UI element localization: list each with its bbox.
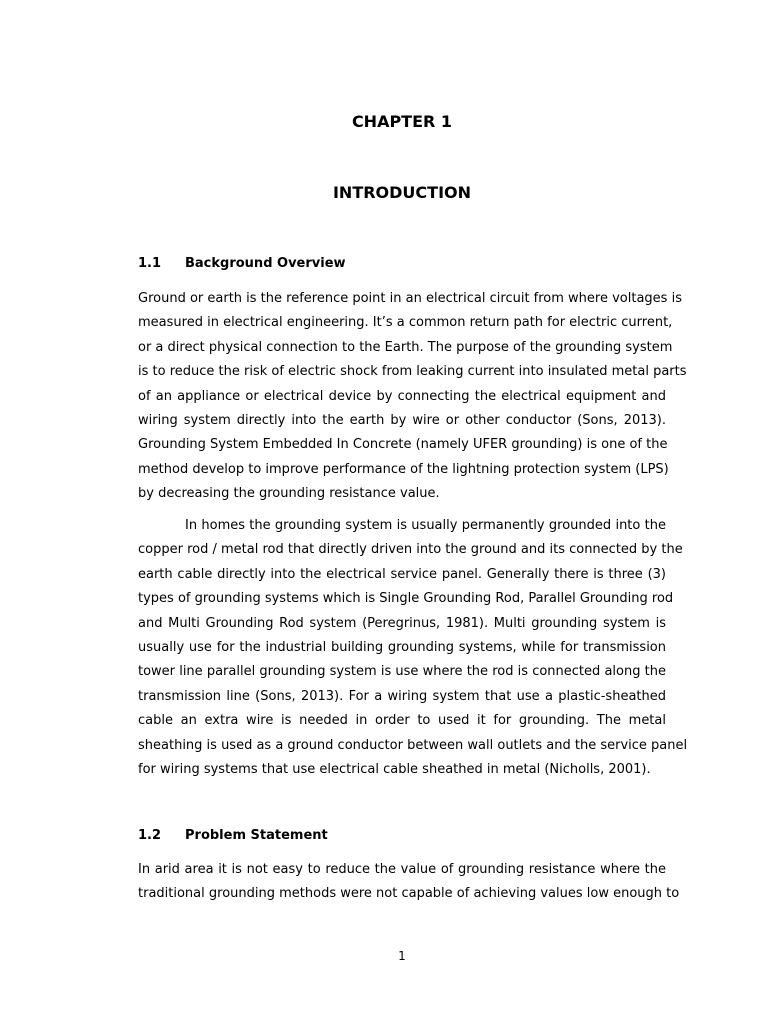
text-line: measured in electrical engineering. It’s a common return path for electric current, (138, 315, 673, 331)
text-line: for wiring systems that use electrical cable sheathed in metal (Nicholls, 2001). (138, 761, 651, 777)
chapter-label: CHAPTER 1 (351, 112, 453, 131)
text-line: method develop to improve performance of the lightning protection system (LPS) (138, 461, 669, 477)
text-line: usually use for the industrial building grounding systems, while for transmission (138, 639, 666, 655)
text-line: or a direct physical connection to the Earth. The purpose of the grounding system (138, 339, 673, 355)
section-number: 1.2 (138, 828, 162, 843)
text-line: of an appliance or electrical device by connecting the electrical equipment and (138, 388, 666, 404)
text-line: Grounding System Embedded In Concrete (namely UFER grounding) is one of the (138, 437, 668, 453)
paragraph-background-1 (138, 287, 687, 507)
text-line: sheathing is used as a ground conductor between wall outlets and the service panel (138, 737, 688, 753)
section-number: 1.1 (138, 256, 162, 271)
page-number: 1 (398, 949, 406, 963)
text-line: transmission line (Sons, 2013). For a wiring system that use a plastic-sheathed (138, 688, 666, 704)
text-line: traditional grounding methods were not capable of achieving values low enough to (138, 886, 680, 902)
text-line: copper rod / metal rod that directly driven into the ground and its connected by the (138, 542, 683, 558)
section-title: Background Overview (185, 256, 346, 271)
text-line: earth cable directly into the electrical service panel. Generally there is three (3) (138, 566, 666, 582)
paragraph-background-2 (138, 514, 688, 782)
text-line: In homes the grounding system is usually permanently grounded into the (185, 518, 666, 533)
paragraph-problem-1 (138, 858, 680, 907)
text-line: cable an extra wire is needed in order to used it for grounding. The metal (138, 713, 666, 729)
chapter-title: INTRODUCTION (332, 183, 472, 202)
text-line: is to reduce the risk of electric shock from leaking current into insulated metal parts (138, 364, 687, 380)
text-line: In arid area it is not easy to reduce the value of grounding resistance where the (138, 862, 666, 877)
section-title: Problem Statement (185, 828, 328, 843)
section-heading-1-2 (138, 827, 666, 845)
section-heading-1-1 (138, 255, 666, 273)
text-line: types of grounding systems which is Single Grounding Rod, Parallel Grounding rod (138, 591, 674, 607)
text-line: and Multi Grounding Rod system (Peregrinus, 1981). Multi grounding system is (138, 615, 666, 631)
text-line: tower line parallel grounding system is use where the rod is connected along the (138, 664, 666, 680)
text-line: wiring system directly into the earth by wire or other conductor (Sons, 2013). (138, 412, 666, 428)
text-line: by decreasing the grounding resistance value. (138, 486, 440, 502)
text-line: Ground or earth is the reference point in an electrical circuit from where voltages is (138, 291, 682, 306)
